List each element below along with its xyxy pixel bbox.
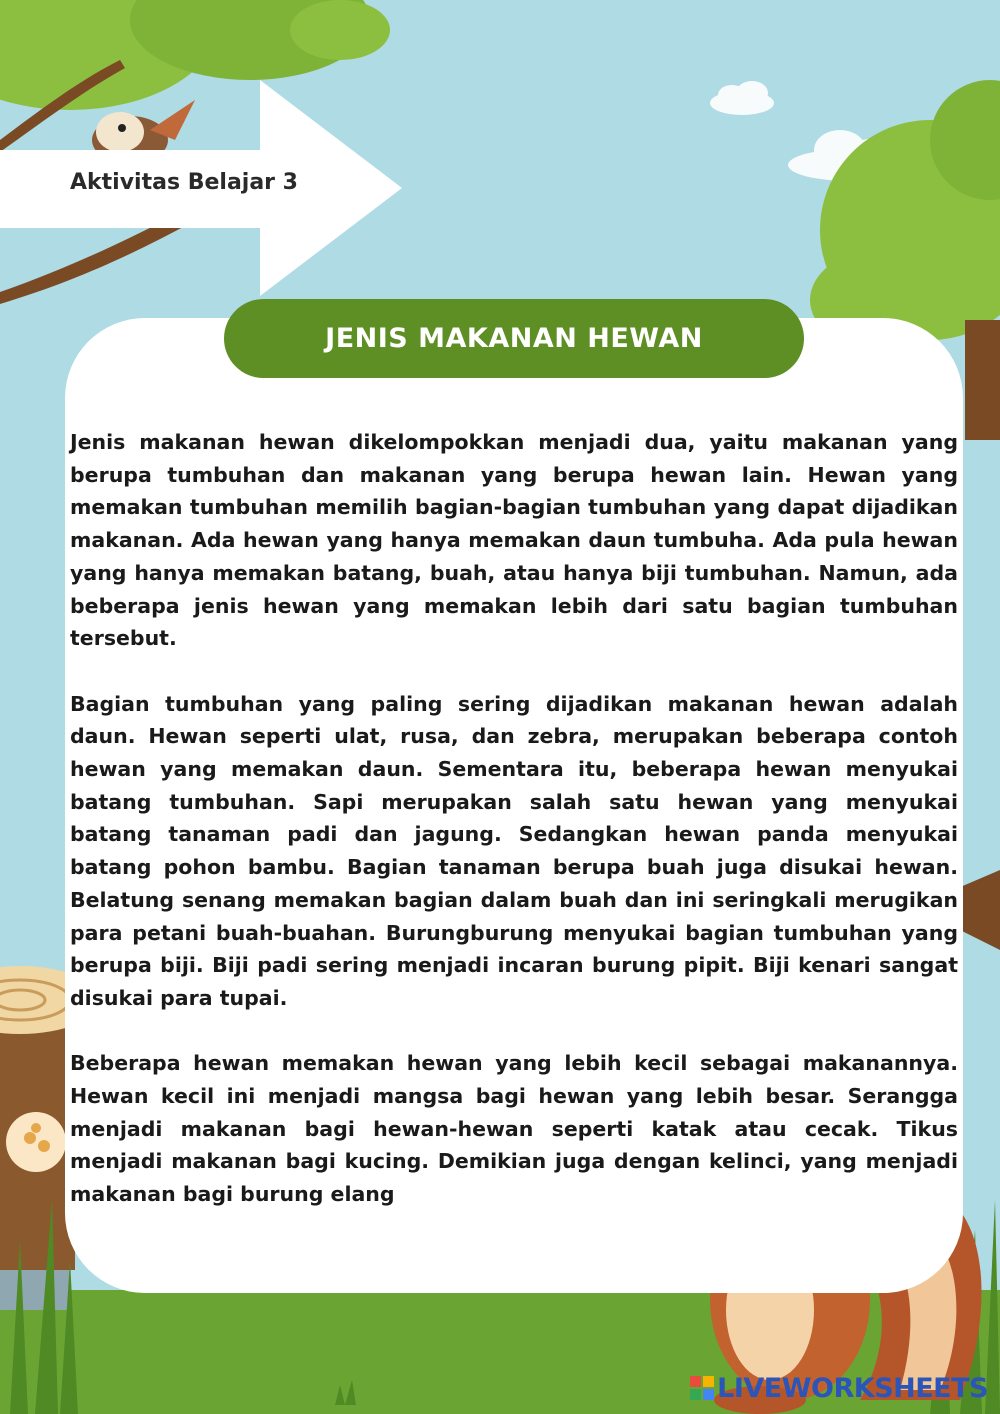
article-body [70,426,958,1244]
watermark: LIVEWORKSHEETS [717,1373,988,1404]
flower-icon [6,1112,66,1172]
cloud-top-right [710,81,774,115]
paragraph-1: Jenis makanan hewan dikelompokkan menjadi dua, yaitu makanan yang berupa tumbuhan dan makanan yang berupa hewan lain. Hewan yang memakan tumbuhan memilih bagian-bagian tumbuhan yang dapat dijadikan makanan. Ada hewan yang hanya memakan daun tumbuha. Ada pula hewan yang hanya memakan batang, buah, atau hanya biji tumbuhan. Namun, ada beberapa jenis hewan yang memakan lebih dari satu bagian tumbuhan tersebut. [70,430,958,651]
activity-label: Aktivitas Belajar 3 [70,170,298,195]
paragraph-2: Bagian tumbuhan yang paling sering dijadikan makanan hewan adalah daun. Hewan seperti ulat, rusa, dan zebra, merupakan beberapa contoh hewan yang memakan daun. Sementara itu, beberapa hewan menyukai batang tumbuhan. Sapi merupakan salah satu hewan yang menyukai batang tanaman padi dan jagung. Sedangkan hewan panda menyukai batang pohon bambu. Bagian tanaman berupa buah juga disukai hewan. Belatung senang memakan bagian dalam buah dan ini seringkali merugikan para petani buah-buahan. Burungburung menyukai bagian tumbuhan yang berupa biji. Biji padi sering menjadi incaran burung pipit. Biji kenari sangat disukai para tupai. [70,691,958,1010]
paragraph-3: Beberapa hewan memakan hewan yang lebih kecil sebagai makanannya. Hewan kecil ini menjadi mangsa bagi hewan yang lebih besar. Serangga menjadi makanan bagi hewan-hewan seperti katak atau cecak. Tikus menjadi makanan bagi kucing. Demikian juga dengan kelinci, yang menjadi makanan bagi burung elang [70,1051,958,1207]
liveworksheets-logo-icon [690,1376,714,1400]
page-title: JENIS MAKANAN HEWAN [224,299,804,378]
